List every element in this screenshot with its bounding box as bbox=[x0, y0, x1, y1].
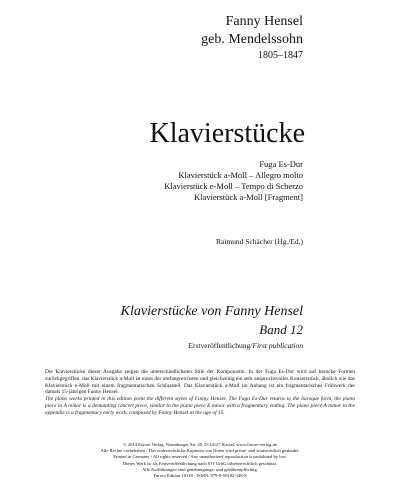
footer-line: Dieses Werk ist als Erstveröffentlichung nach §71 UrhG urheberrechtlich geschützt. bbox=[122, 460, 278, 466]
footer-line: Alle Rechte vorbehalten / Das widerrechtliche Kopieren von Noten wird privat- und strafrechtlich geahndet. bbox=[100, 448, 300, 454]
composer-years: 1805–1847 bbox=[258, 50, 303, 61]
footer-line: Printed in Germany / All rights reserved / Any unauthorized reproduction is prohibited by law. bbox=[113, 454, 287, 460]
first-publication-de: Erstveröffentlichung/ bbox=[188, 341, 253, 350]
work-item: Klavierstück a-Moll [Fragment] bbox=[193, 192, 303, 202]
first-publication-note bbox=[188, 341, 303, 350]
series-title: Klavierstücke von Fanny Hensel bbox=[120, 304, 303, 319]
description-block bbox=[45, 369, 355, 417]
footer-line: Furore Edition 10118 · ISMN: 979-0-50182-148-8 bbox=[153, 473, 247, 479]
composer-name: Fanny Hensel bbox=[225, 14, 303, 29]
first-publication-en: First publication bbox=[252, 341, 303, 350]
composer-block bbox=[201, 13, 303, 62]
editor-credit: Raimund Schächer (Hg./Ed.) bbox=[215, 237, 303, 246]
footer-line: © 2014 Furore Verlag, Naumburger Str. 40, D-34127 Kassel, www.furore-verlag.de bbox=[123, 442, 277, 447]
publisher-footer bbox=[45, 442, 355, 479]
footer-line: Alle Aufführungen sind genehmigungs- und gebührenpflichtig. bbox=[141, 466, 258, 472]
work-item: Fuga Es-Dur bbox=[259, 159, 303, 169]
page-title: Klavierstücke bbox=[149, 118, 305, 149]
work-item: Klavierstück a-Moll – Allegro molto bbox=[178, 170, 303, 180]
works-list bbox=[164, 159, 303, 203]
description-en: The piano works printed in this edition point the different styles of Fanny Hensel. The Fuga Es-Dur returns to the baroque form, the piano piece in A minor is a demanding concert piece, similar to the piano piece E minor with a fragmentary ending. The piano piece A minor in the appendix is a fragmentary early work, composed by Fanny Hensel at the age of 15. bbox=[45, 396, 355, 416]
series-volume: Band 12 bbox=[259, 322, 303, 337]
composer-born-name: geb. Mendelssohn bbox=[201, 32, 303, 47]
description-de: Die Klavierstücke dieser Ausgabe zeigen die unterschiedlichsten Stile der Komponistin. In der Fuga Es-Dur wird auf barocke Formen zurückgegriffen, das Klavierstück a-Moll ist eines der umfangreichsten und gleichzeitig ein sehr anspruchsvolles Konzertstück, ähnlich wie das Klavierstück e-Moll mit einem fragmentarischen Schlussteil. Das Klavierstück a-Moll im Anhang ist ein fragmentarisches Frühwerk der damals 15-jährigen Fanny Hensel. bbox=[45, 369, 355, 396]
work-item: Klavierstück e-Moll – Tempo di Scherzo bbox=[164, 181, 303, 191]
